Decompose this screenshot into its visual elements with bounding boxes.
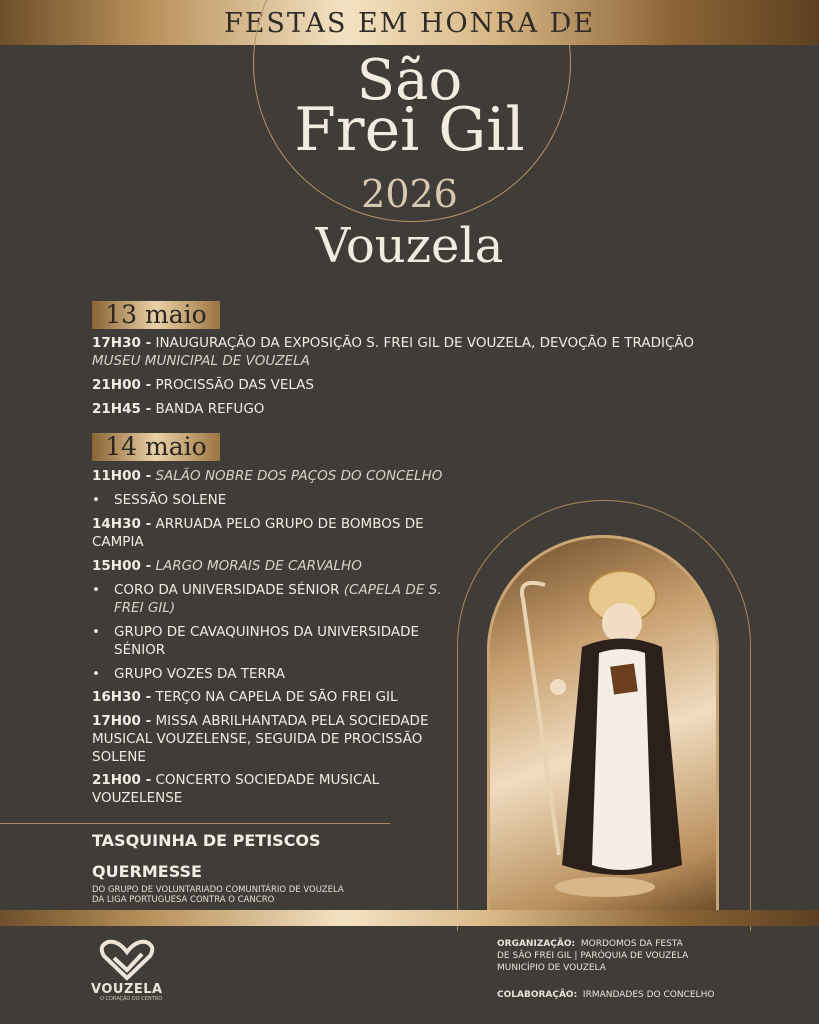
event-day2-3 [92, 557, 362, 575]
event-time: 17H00 - [92, 713, 152, 729]
event-day1-1-location [92, 352, 310, 370]
event-day2-6-cont [92, 789, 182, 807]
event-day2-6 [92, 771, 379, 789]
event-location: LARGO MORAIS DE CARVALHO [151, 558, 362, 574]
header-top-line: FESTAS EM HONRA DE [223, 8, 596, 39]
event-text: MUSICAL VOUZELENSE, SEGUIDA DE PROCISSÃO [92, 731, 423, 747]
town: Vouzela [315, 218, 504, 274]
event-day1-2 [92, 376, 314, 394]
event-day1-1 [92, 334, 694, 352]
bullet-text: GRUPO VOZES DA TERRA [114, 666, 285, 682]
title-line2: Frei Gil [294, 95, 525, 165]
event-text: MISSA ABRILHANTADA PELA SOCIEDADE [151, 713, 429, 729]
event-time: 21H45 - [92, 401, 152, 417]
bullet-text: SESSÃO SOLENE [114, 492, 227, 508]
title-line1: São [356, 48, 463, 113]
org-line1 [497, 938, 688, 950]
event-time: 17H30 - [92, 335, 152, 351]
event-text: VOUZELENSE [92, 790, 183, 806]
event-time: 15H00 - [92, 558, 152, 574]
quermesse-subtext-line1: DO GRUPO DE VOLUNTARIADO COMUNITÁRIO DE VOUZELA [92, 885, 344, 895]
bullet-item: • SESSÃO SOLENE [92, 492, 227, 508]
bullet-italic: (CAPELA DE S. [343, 582, 442, 598]
event-text: CONCERTO SOCIEDADE MUSICAL [151, 772, 380, 788]
bullet-item: • GRUPO DE CAVAQUINHOS DA UNIVERSIDADE [92, 624, 420, 640]
event-text: SOLENE [92, 749, 146, 765]
collaboration-credits [497, 990, 714, 1000]
col-label: COLABORAÇÃO: [497, 990, 578, 1000]
org-text: MORDOMOS DA FESTA [580, 939, 683, 949]
bullet-item: • CORO DA UNIVERSIDADE SÉNIOR (CAPELA DE S. [92, 582, 442, 598]
event-text: ARRUADA PELO GRUPO DE BOMBOS DE [151, 516, 424, 532]
divider-line [0, 823, 390, 824]
event-time: 21H00 - [92, 377, 152, 393]
organization-credits [497, 938, 688, 974]
quermesse-heading: QUERMESSE [92, 862, 202, 881]
col-text: IRMANDADES DO CONCELHO [582, 990, 715, 1000]
event-time: 16H30 - [92, 689, 152, 705]
org-line3: MUNICÍPIO DE VOUZELA [497, 963, 606, 973]
bullet-text: GRUPO DE CAVAQUINHOS DA UNIVERSIDADE [114, 624, 420, 640]
event-day1-3 [92, 400, 264, 418]
saint-statue-image [487, 535, 719, 915]
event-text: PROCISSÃO DAS VELAS [151, 377, 314, 393]
event-location: SALÃO NOBRE DOS PAÇOS DO CONCELHO [151, 468, 443, 484]
event-text: TERÇO NA CAPELA DE SÃO FREI GIL [151, 689, 398, 705]
bullet-item: • GRUPO VOZES DA TERRA [92, 666, 285, 682]
event-day2-5 [92, 712, 429, 730]
bottom-gold-band [0, 910, 819, 926]
org-line2: DE SÃO FREI GIL | PARÓQUIA DE VOUZELA [497, 951, 689, 961]
logo-tagline: O CORAÇÃO DO CENTRO [100, 996, 163, 1002]
event-day2-1 [92, 467, 442, 485]
bullet-text: CORO DA UNIVERSIDADE SÉNIOR [114, 582, 344, 598]
event-text: CAMPIA [92, 534, 144, 550]
event-day2-5-cont [92, 730, 422, 748]
quermesse-subtext-line2: DA LIGA PORTUGUESA CONTRA O CANCRO [92, 895, 275, 905]
event-day2-2 [92, 515, 424, 533]
event-location: MUSEU MUNICIPAL DE VOUZELA [92, 353, 310, 369]
tasquinha-heading: TASQUINHA DE PETISCOS [92, 831, 321, 850]
saint-image-frame [487, 535, 719, 915]
quermesse-subtext [92, 885, 344, 905]
year: 2026 [361, 172, 458, 216]
bullet-italic: FREI GIL) [114, 600, 176, 616]
event-time: 11H00 - [92, 468, 152, 484]
event-time: 14H30 - [92, 516, 152, 532]
event-time: 21H00 - [92, 772, 152, 788]
event-text: INAUGURAÇÃO DA EXPOSIÇÃO S. FREI GIL DE VOUZELA, DEVOÇÃO E TRADIÇÃO [151, 335, 695, 351]
org-label: ORGANIZAÇÃO: [497, 939, 576, 949]
event-day2-2-cont [92, 533, 144, 551]
bullet-item-cont [92, 641, 165, 659]
event-day2-5-cont2 [92, 748, 146, 766]
bullet-item-cont [92, 599, 175, 617]
logo-text: VOUZELA [91, 982, 163, 997]
date-tag-day1: 13 maio [92, 301, 220, 329]
date-tag-day2: 14 maio [92, 433, 220, 461]
bullet-text: SÉNIOR [114, 642, 166, 658]
event-day2-4 [92, 688, 397, 706]
event-text: BANDA REFUGO [151, 401, 265, 417]
